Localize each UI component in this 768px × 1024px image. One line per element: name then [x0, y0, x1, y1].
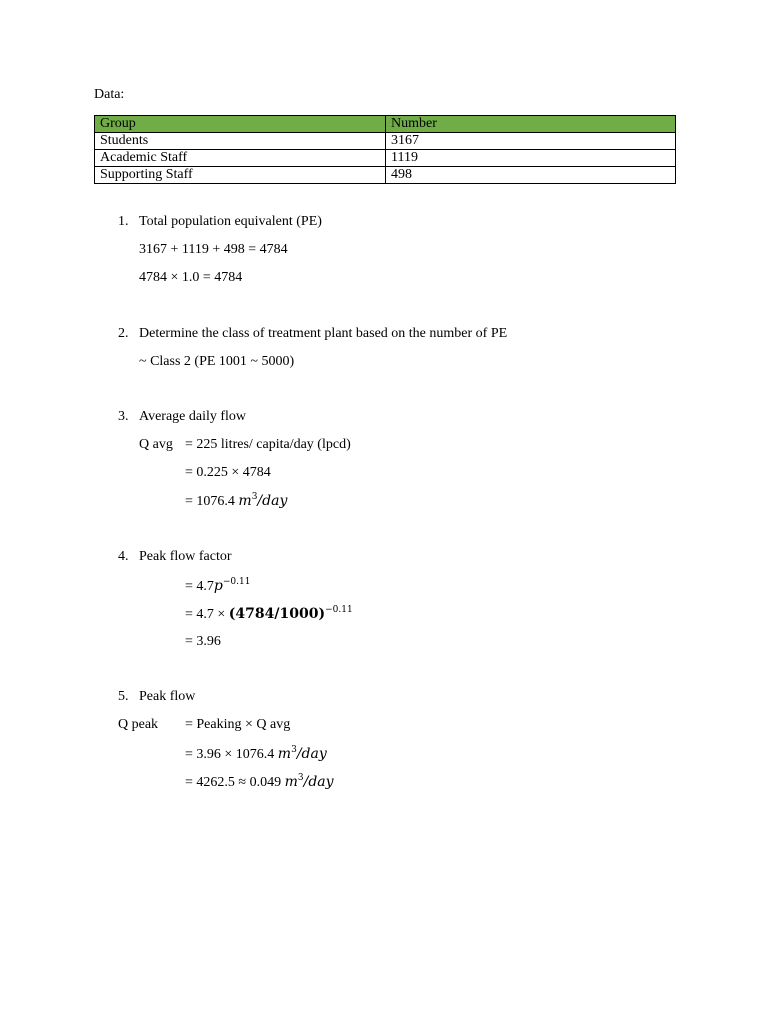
table-row	[95, 167, 676, 184]
table-row	[95, 150, 676, 167]
section-5-line	[185, 746, 327, 763]
section-1-line: 3167 + 1119 + 498 = 4784	[139, 242, 288, 257]
section-5-number: 5.	[118, 689, 129, 704]
section-3-number: 3.	[118, 409, 129, 424]
table-cell: Supporting Staff	[95, 167, 386, 184]
unit-exponent: 3	[297, 773, 304, 783]
table-header-row	[95, 116, 676, 133]
section-2-line: ~ Class 2 (PE 1001 ~ 5000)	[139, 354, 295, 369]
section-5-title: Peak flow	[139, 689, 196, 704]
unit-per-day: /day	[296, 746, 327, 762]
section-5-line: = Peaking × Q avg	[185, 717, 291, 732]
unit-per-day: /day	[303, 774, 334, 790]
formula-variable: p	[213, 578, 223, 594]
table-cell: Academic Staff	[95, 150, 386, 167]
data-heading: Data:	[94, 87, 125, 102]
unit-exponent: 3	[251, 492, 258, 502]
table-cell: Students	[95, 133, 386, 150]
section-5-value: = 3.96 × 1076.4	[185, 747, 275, 762]
unit-per-day: /day	[257, 493, 288, 509]
peak-factor-result: = 3.96	[185, 634, 221, 649]
table-cell: 1119	[386, 150, 676, 167]
table-header-cell: Group	[95, 116, 386, 133]
section-3-title: Average daily flow	[139, 409, 247, 424]
formula-exponent: −0.11	[222, 577, 251, 587]
section-4-number: 4.	[118, 549, 129, 564]
section-4-title: Peak flow factor	[139, 549, 232, 564]
section-1-number: 1.	[118, 214, 129, 229]
section-1-line: 4784 × 1.0 = 4784	[139, 270, 243, 285]
substitution-prefix: = 4.7 ×	[185, 607, 226, 622]
table-cell: 498	[386, 167, 676, 184]
section-3-line: = 0.225 × 4784	[185, 465, 271, 480]
table-cell: 3167	[386, 133, 676, 150]
substitution-paren: (4784/1000)	[228, 606, 326, 622]
section-3-line: = 225 litres/ capita/day (lpcd)	[185, 437, 351, 452]
unit-exponent: 3	[291, 745, 297, 755]
unit-m: m	[238, 493, 252, 509]
formula-prefix: = 4.7	[185, 579, 214, 594]
section-3-value: = 1076.4	[185, 494, 235, 509]
section-5-value: = 4262.5 ≈ 0.049	[185, 775, 282, 790]
section-3-result	[185, 493, 287, 510]
substitution-exponent: −0.11	[325, 605, 353, 615]
q-peak-label: Q peak	[118, 717, 159, 732]
population-table	[94, 115, 676, 184]
section-1-title: Total population equivalent (PE)	[139, 214, 322, 229]
unit-m: m	[277, 746, 292, 762]
peak-factor-formula	[185, 578, 250, 595]
q-avg-label: Q avg	[139, 437, 173, 452]
table-row	[95, 133, 676, 150]
unit-m: m	[284, 774, 298, 790]
section-5-result	[185, 774, 334, 791]
section-2-title: Determine the class of treatment plant based on the number of PE	[139, 326, 508, 341]
section-2-number: 2.	[118, 326, 129, 341]
peak-factor-substitution	[185, 606, 353, 623]
table-header-cell: Number	[386, 116, 676, 133]
